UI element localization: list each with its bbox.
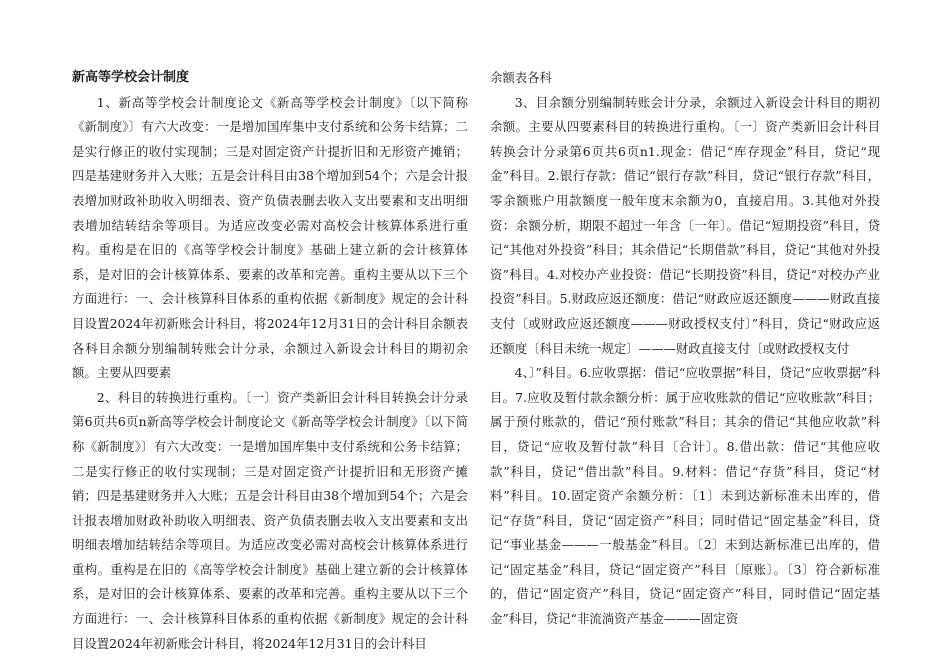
paragraph-2: 2、科目的转换进行重构。〔一〕资产类新旧会计科目转换会计分录第6页共6页n新高等学校会计制度论文《新高等学校会计制度》〔以下简称《新制度》〕有六大改变：一是增加国库集中支付系统和公务卡结算；二是实行修正的收付实现制；三是对固定资产计提折旧和无形资产摊销；四是基建财务并入大账；五是会计科目由38个增加到54个；六是会计报表增加财政补助收入明细表、资产负债表删去收入支出要素和支出明细表增加结转结余等项目。为适应改变必需对高校会计核算体系进行重构。重构是在旧的《高等学校会计制度》基础上建立新的会计核算体系，是对旧的会计核算体系、要素的改革和完善。重构主要从以下三个方面进行：一、会计核算科目体系的重构依据《新制度》规定的会计科目设置2024年初新账会计科目，将2024年12月31日的会计科目 (72, 389, 468, 651)
paragraph-1: 1、新高等学校会计制度论文《新高等学校会计制度》〔以下简称《新制度》〕有六大改变：一是增加国库集中支付系统和公务卡结算；二是实行修正的收付实现制；三是对固定资产计提折旧和无形资产摊销；四是基建财务并入大账；五是会计科目由38个增加到54个；六是会计报表增加财政补助收入明细表、资产负债表删去收入支出要素和支出明细表增加结转结余等项目。为适应改变必需对高校会计核算体系进行重构。重构是在旧的《高等学校会计制度》基础上建立新的会计核算体系，是对旧的会计核算体系、要素的改革和完善。重构主要从以下三个方面进行：一、会计核算科目体系的重构依据《新制度》规定的会计科目设置2024年初新账会计科目，将2024年12月31日的会计科目余额表各科目余额分别编制转账会计分录，余额过入新设会计科目的期初余额。主要从四要素 (72, 94, 468, 381)
left-column (72, 66, 468, 656)
paragraph-3: 3、目余额分别编制转账会计分录，余额过入新设会计科目的期初余额。主要从四要素科目的转换进行重构。〔一〕资产类新旧会计科目转换会计分录第6页共6页n1.现金：借记“库存现金”科目，贷记“现金”科目。2.银行存款：借记“银行存款”科目，贷记“银行存款”科目，零余额账户用款额度一般年度末余额为0，直接启用。3.其他对外投资：余额分析，期限不超过一年含〔一年〕。借记“短期投资”科目，贷记“其他对外投资”科目；其余借记“长期借款”科目，贷记“其他对外投资”科目。4.对校办产业投资：借记“长期投资”科目，贷记“对校办产业投资”科目。5.财政应返还额度：借记“财政应返还额度———财政直接支付〔或财政应返还额度———财政授权支付〕”科目，贷记“财政应返还额度〔科目未统一规定〕———财政直接支付〔或财政授权支付 (490, 94, 880, 356)
right-column (490, 66, 880, 632)
paragraph-4: 4、〕”科目。6.应收票据：借记“应收票据”科目，贷记“应收票据”科目。7.应收及暂付款余额分析：属于应收账款的借记“应收账款”科目；属于预付账款的，借记“预付账款”科目；其余的借记“其他应收款”科目，贷记“应收及暂付款”科目〔合计〕。8.借出款：借记“其他应收款”科目，贷记“借出款”科目。9.材料：借记“存货”科目，贷记“材料”科目。10.固定资产余额分析：〔1〕未到达新标准未出库的，借记“存货”科目，贷记“固定资产”科目；同时借记“固定基金”科目，贷记“事业基金———一般基金”科目。〔2〕未到达新标准已出库的，借记“固定基金”科目，贷记“固定资产”科目〔原账〕。〔3〕符合新标准的，借记“固定资产”科目，贷记“固定资产”科目，同时借记“固定基金”科目，贷记“非流淌资产基金———固定资 (490, 365, 880, 627)
paragraph-continuation: 余额表各科 (490, 70, 552, 85)
document-title: 新高等学校会计制度 (72, 70, 190, 85)
